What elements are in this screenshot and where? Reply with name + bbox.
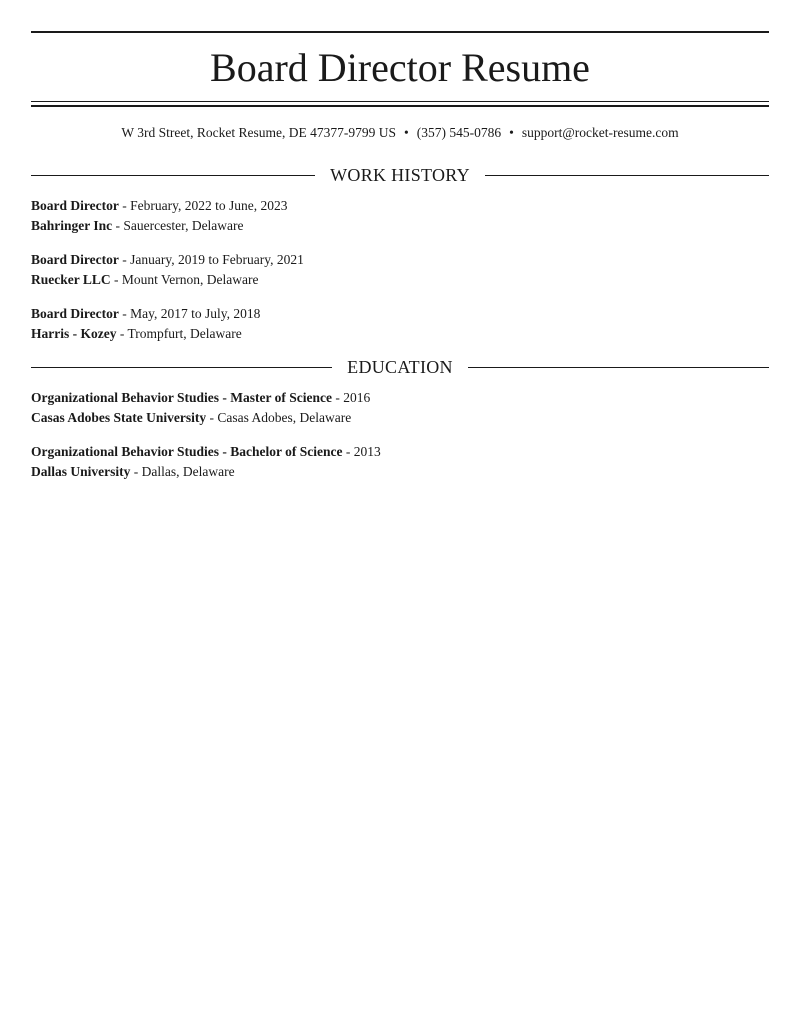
education-entry <box>31 442 769 481</box>
education-year: 2013 <box>353 444 381 459</box>
dash: - <box>118 306 131 321</box>
education-degree: Organizational Behavior Studies - Master of Science <box>31 390 332 405</box>
work-location: Mount Vernon, Delaware <box>121 271 259 287</box>
contact-phone: (357) 545-0786 <box>416 125 502 140</box>
title-rule-thick <box>31 105 769 107</box>
dash: - <box>331 390 344 405</box>
work-location: Trompfurt, Delaware <box>127 325 242 341</box>
work-dates: February, 2022 to June, 2023 <box>130 198 288 213</box>
heading-rule-left <box>31 367 332 368</box>
education-label: EDUCATION <box>347 357 453 377</box>
education-school-line <box>31 408 769 428</box>
contact-line <box>31 124 769 142</box>
work-dates: January, 2019 to February, 2021 <box>130 252 304 267</box>
work-entry-role-line <box>31 304 769 324</box>
title-rule-thin <box>31 101 769 102</box>
dash: - <box>110 271 122 287</box>
work-history-heading <box>31 164 769 186</box>
work-entry-role-line <box>31 196 769 216</box>
work-entry <box>31 304 769 343</box>
education-location: Casas Adobes, Delaware <box>217 409 352 425</box>
contact-email: support@rocket-resume.com <box>521 125 679 140</box>
work-entry <box>31 196 769 235</box>
education-school-line <box>31 462 769 482</box>
heading-rule-right <box>468 367 769 368</box>
education-degree-line <box>31 388 769 408</box>
page-title: Board Director Resume <box>210 45 590 90</box>
work-role: Board Director <box>31 252 119 267</box>
education-degree-line <box>31 442 769 462</box>
work-history-label: WORK HISTORY <box>330 165 470 185</box>
education-degree: Organizational Behavior Studies - Bachelor of Science <box>31 444 343 459</box>
education-entry <box>31 388 769 427</box>
education-year: 2016 <box>343 390 371 405</box>
dash: - <box>130 463 142 479</box>
work-entry-role-line <box>31 250 769 270</box>
dash: - <box>116 325 128 341</box>
work-entry-company-line <box>31 216 769 236</box>
work-company: Bahringer Inc <box>31 217 113 233</box>
contact-separator: • <box>403 125 409 140</box>
top-rule <box>31 31 769 33</box>
education-heading <box>31 356 769 378</box>
dash: - <box>118 252 131 267</box>
dash: - <box>118 198 131 213</box>
heading-rule-right <box>485 175 769 176</box>
work-entry-company-line <box>31 324 769 344</box>
heading-rule-left <box>31 175 315 176</box>
work-company: Ruecker LLC <box>31 271 111 287</box>
work-role: Board Director <box>31 198 119 213</box>
education-school: Casas Adobes State University <box>31 409 207 425</box>
work-company: Harris - Kozey <box>31 325 117 341</box>
work-location: Sauercester, Delaware <box>123 217 244 233</box>
education-location: Dallas, Delaware <box>141 463 235 479</box>
work-entry <box>31 250 769 289</box>
contact-separator: • <box>509 125 514 140</box>
dash: - <box>206 409 218 425</box>
dash: - <box>342 444 354 459</box>
contact-address: W 3rd Street, Rocket Resume, DE 47377-9799 US <box>121 125 396 140</box>
work-entry-company-line <box>31 270 769 290</box>
dash: - <box>112 217 124 233</box>
work-role: Board Director <box>31 306 119 321</box>
work-dates: May, 2017 to July, 2018 <box>130 306 261 321</box>
education-school: Dallas University <box>31 463 131 479</box>
